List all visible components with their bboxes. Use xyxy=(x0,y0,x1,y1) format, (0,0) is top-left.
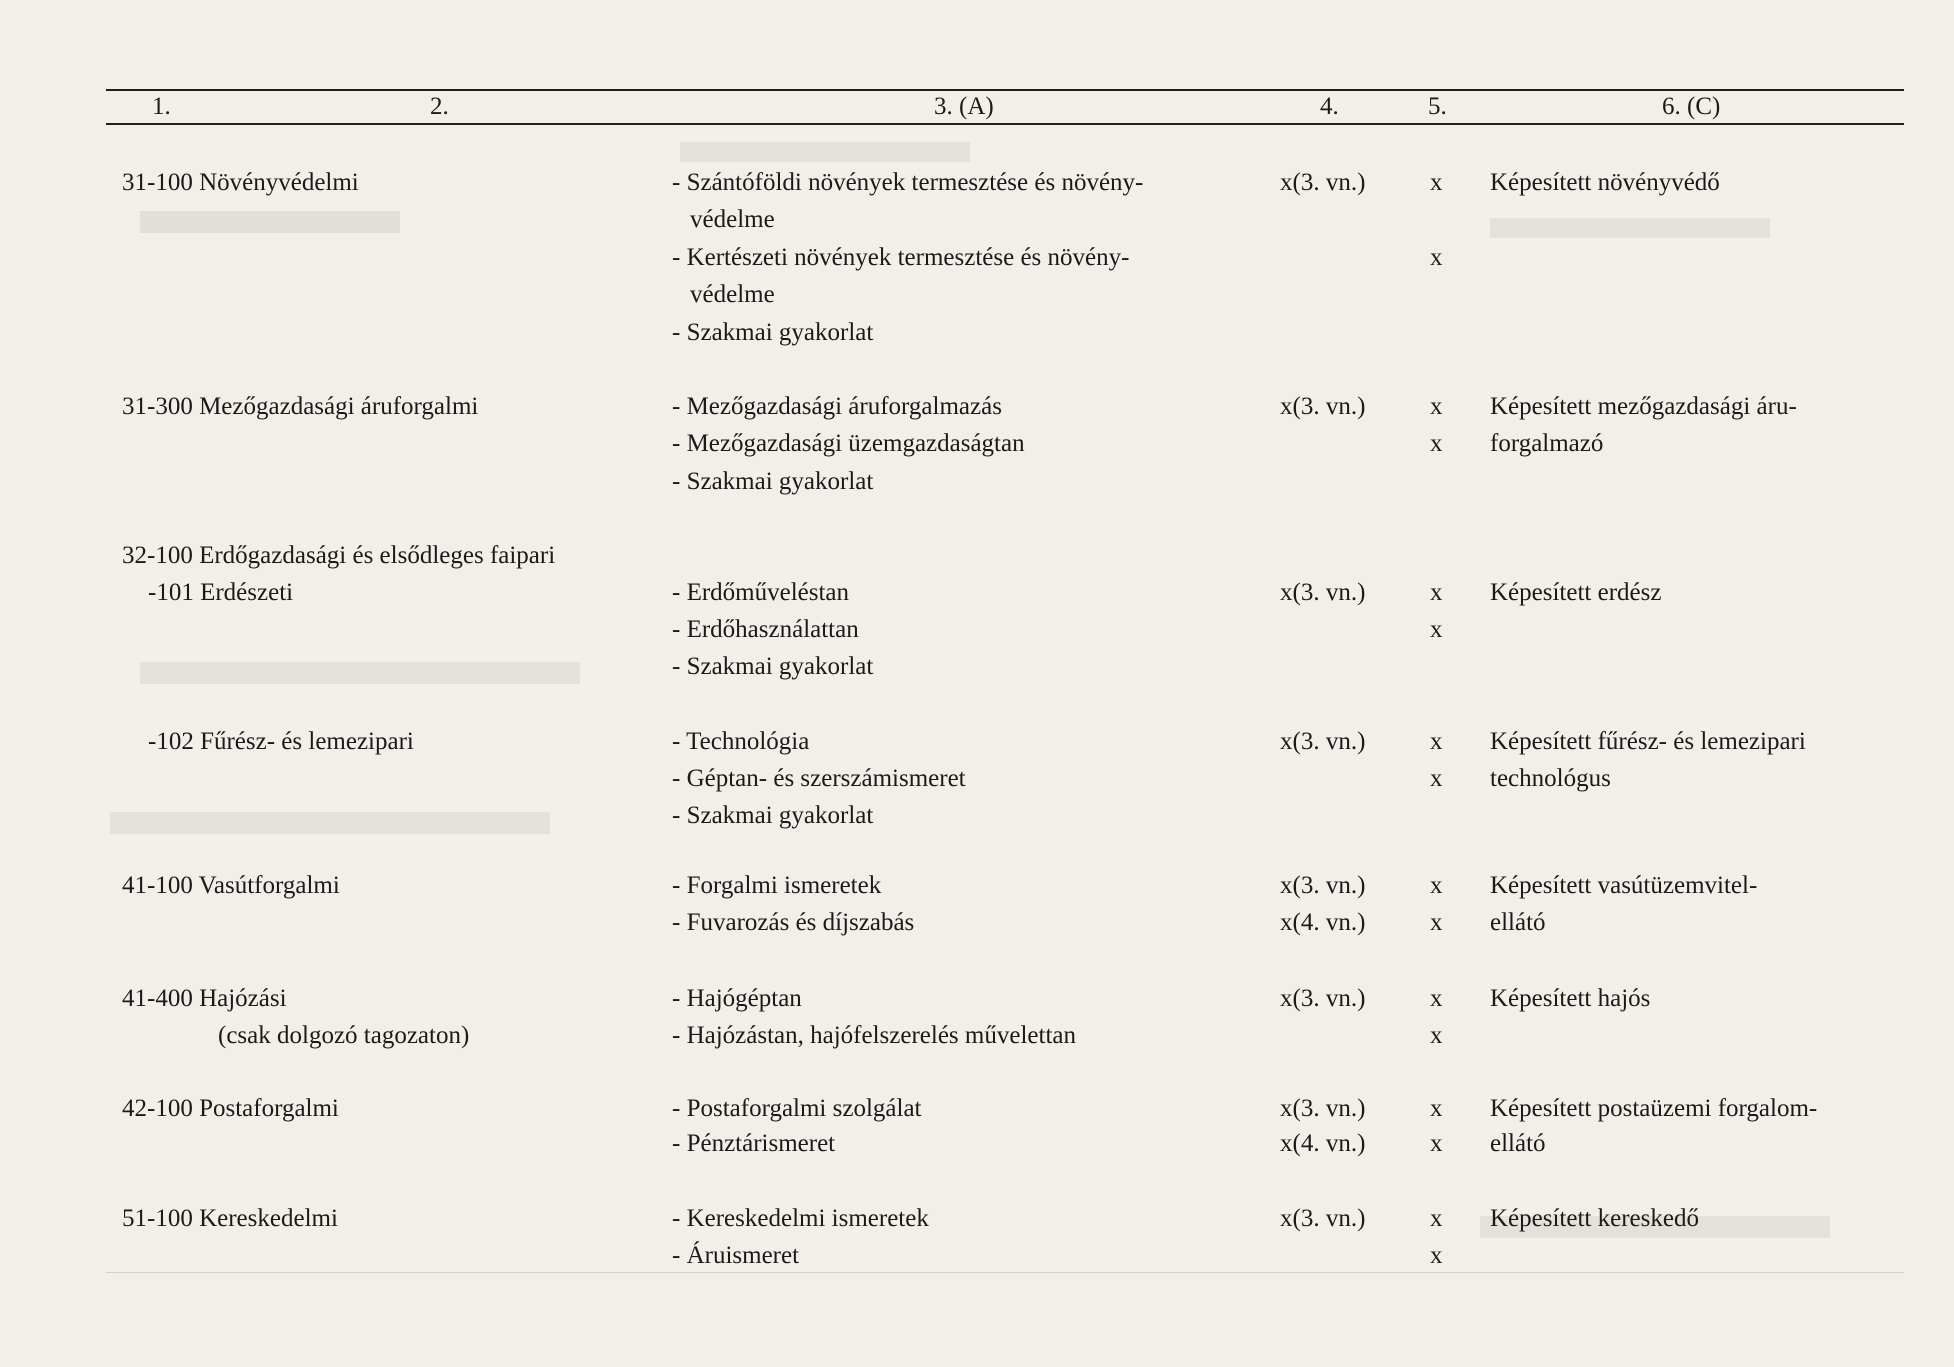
column-5-mark: x xyxy=(1430,765,1443,792)
column-header-3: 3. (A) xyxy=(934,93,994,120)
qualification: Képesített mezőgazdasági áru- xyxy=(1490,393,1797,420)
qualification: ellátó xyxy=(1490,909,1546,936)
column-4-mark: x(3. vn.) xyxy=(1280,872,1366,899)
subject-line: - Szakmai gyakorlat xyxy=(672,468,874,495)
subject-line: - Szakmai gyakorlat xyxy=(672,319,874,346)
column-4-mark: x(3. vn.) xyxy=(1280,393,1366,420)
column-5-mark: x xyxy=(1430,1022,1443,1049)
column-5-mark: x xyxy=(1430,393,1443,420)
column-4-mark: x(3. vn.) xyxy=(1280,1205,1366,1232)
bleed-through-mark xyxy=(140,211,400,233)
column-header-1: 1. xyxy=(152,93,171,120)
bleed-through-mark xyxy=(140,662,580,684)
occupation-code: 32-100 Erdőgazdasági és elsődleges faipari xyxy=(122,542,556,569)
table-top-rule xyxy=(106,89,1904,91)
column-5-mark: x xyxy=(1430,1242,1443,1269)
qualification: Képesített erdész xyxy=(1490,579,1662,606)
subject-line: - Erdőhasználattan xyxy=(672,616,859,643)
subject-line: - Szakmai gyakorlat xyxy=(672,802,874,829)
column-5-mark: x xyxy=(1430,616,1443,643)
subject-line: - Fuvarozás és díjszabás xyxy=(672,909,915,936)
column-4-mark: x(3. vn.) xyxy=(1280,728,1366,755)
column-5-mark: x xyxy=(1430,430,1443,457)
faint-bottom-rule xyxy=(106,1272,1904,1273)
column-5-mark: x xyxy=(1430,1205,1443,1232)
subject-line: - Hajózástan, hajófelszerelés művelettan xyxy=(672,1022,1076,1049)
qualification: Képesített kereskedő xyxy=(1490,1205,1699,1232)
bleed-through-mark xyxy=(1490,218,1770,238)
occupation-code: 41-100 Vasútforgalmi xyxy=(122,872,340,899)
column-5-mark: x xyxy=(1430,579,1443,606)
column-5-mark: x xyxy=(1430,1130,1443,1157)
occupation-code: 42-100 Postaforgalmi xyxy=(122,1095,339,1122)
subject-line: védelme xyxy=(690,281,775,308)
qualification: Képesített fűrész- és lemezipari xyxy=(1490,728,1806,755)
bleed-through-mark xyxy=(110,812,550,834)
qualification: Képesített növényvédő xyxy=(1490,169,1720,196)
occupation-note: (csak dolgozó tagozaton) xyxy=(218,1022,470,1049)
qualification: Képesített hajós xyxy=(1490,985,1651,1012)
subject-line: - Mezőgazdasági áruforgalmazás xyxy=(672,393,1002,420)
column-5-mark: x xyxy=(1430,1095,1443,1122)
column-header-6: 6. (C) xyxy=(1662,93,1721,120)
column-5-mark: x xyxy=(1430,728,1443,755)
occupation-code: 31-100 Növényvédelmi xyxy=(122,169,359,196)
qualification: forgalmazó xyxy=(1490,430,1604,457)
occupation-code: 41-400 Hajózási xyxy=(122,985,287,1012)
column-4-mark: x(3. vn.) xyxy=(1280,985,1366,1012)
column-header-2: 2. xyxy=(430,93,449,120)
occupation-subcode: -101 Erdészeti xyxy=(148,579,294,606)
subject-line: védelme xyxy=(690,206,775,233)
column-5-mark: x xyxy=(1430,909,1443,936)
column-4-mark: x(4. vn.) xyxy=(1280,1130,1366,1157)
column-5-mark: x xyxy=(1430,169,1443,196)
subject-line: - Technológia xyxy=(672,728,810,755)
column-5-mark: x xyxy=(1430,872,1443,899)
occupation-code: 51-100 Kereskedelmi xyxy=(122,1205,338,1232)
column-4-mark: x(3. vn.) xyxy=(1280,1095,1366,1122)
column-4-mark: x(3. vn.) xyxy=(1280,169,1366,196)
occupation-subcode: -102 Fűrész- és lemezipari xyxy=(148,728,414,755)
subject-line: - Szakmai gyakorlat xyxy=(672,653,874,680)
qualification: technológus xyxy=(1490,765,1611,792)
table-header-rule xyxy=(106,123,1904,125)
qualification: ellátó xyxy=(1490,1130,1546,1157)
subject-line: - Erdőműveléstan xyxy=(672,579,850,606)
subject-line: - Forgalmi ismeretek xyxy=(672,872,882,899)
subject-line: - Postaforgalmi szolgálat xyxy=(672,1095,922,1122)
column-5-mark: x xyxy=(1430,244,1443,271)
qualification: Képesített postaüzemi forgalom- xyxy=(1490,1095,1818,1122)
occupation-code: 31-300 Mezőgazdasági áruforgalmi xyxy=(122,393,479,420)
qualification: Képesített vasútüzemvitel- xyxy=(1490,872,1758,899)
subject-line: - Áruismeret xyxy=(672,1242,800,1269)
column-header-4: 4. xyxy=(1320,93,1339,120)
subject-line: - Hajógéptan xyxy=(672,985,802,1012)
column-5-mark: x xyxy=(1430,985,1443,1012)
bleed-through-mark xyxy=(680,142,970,162)
subject-line: - Szántóföldi növények termesztése és növény- xyxy=(672,169,1144,196)
subject-line: - Pénztárismeret xyxy=(672,1130,836,1157)
column-header-5: 5. xyxy=(1428,93,1447,120)
column-4-mark: x(4. vn.) xyxy=(1280,909,1366,936)
subject-line: - Kereskedelmi ismeretek xyxy=(672,1205,929,1232)
subject-line: - Kertészeti növények termesztése és növény- xyxy=(672,244,1130,271)
subject-line: - Géptan- és szerszámismeret xyxy=(672,765,966,792)
subject-line: - Mezőgazdasági üzemgazdaságtan xyxy=(672,430,1025,457)
column-4-mark: x(3. vn.) xyxy=(1280,579,1366,606)
